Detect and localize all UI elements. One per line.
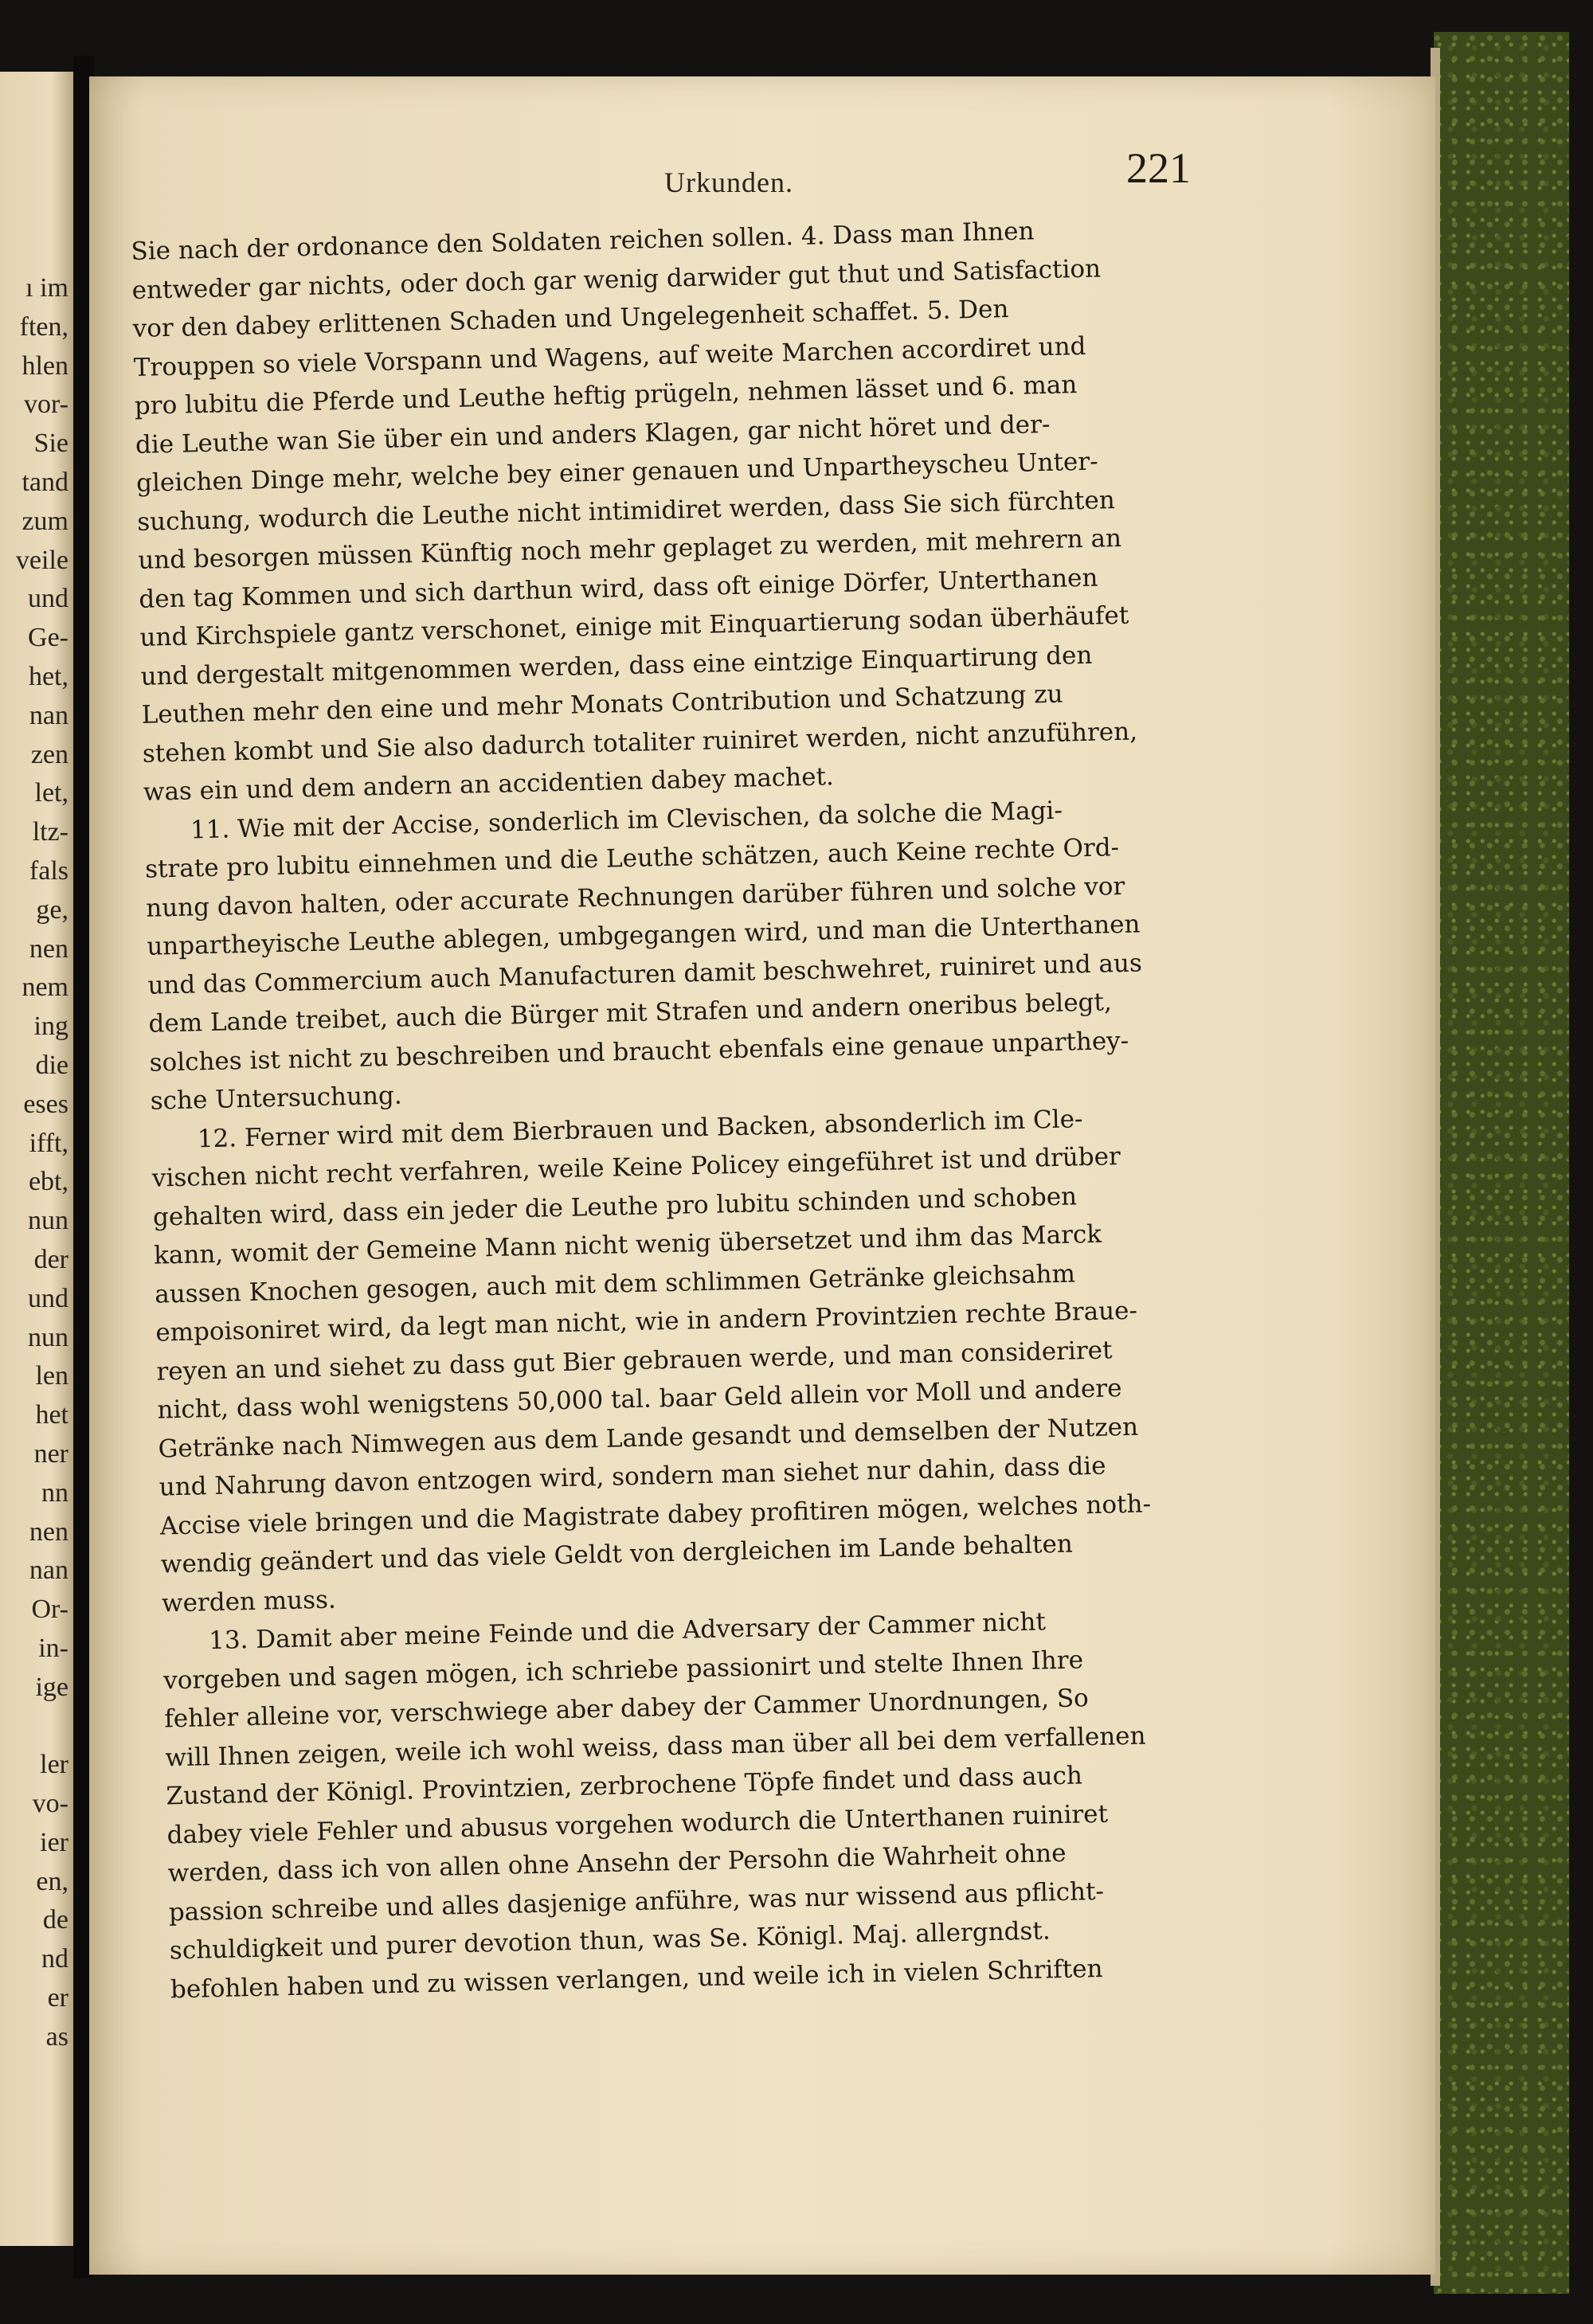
text-line: kann, womit der Gemeine Mann nicht wenig übersetzet und ihm das Marck bbox=[153, 1219, 1102, 1270]
text-line: Leuthen mehr den eine und mehr Monats Contribution und Schatzung zu bbox=[141, 679, 1063, 730]
previous-page-fragment: vor- bbox=[24, 389, 68, 420]
text-line: und dergestalt mitgenommen werden, dass eine eintzige Einquartirung den bbox=[140, 640, 1093, 691]
text-line: und Kirchspiele gantz verschonet, einige mit Einquartierung sodan überhäufet bbox=[139, 601, 1129, 652]
text-line: werden, dass ich von allen ohne Ansehn der Persohn die Wahrheit ohne bbox=[167, 1838, 1067, 1888]
previous-page-fragment: ige bbox=[35, 1672, 68, 1702]
previous-page-fragment: und bbox=[28, 584, 68, 614]
text-line: suchung, wodurch die Leuthe nicht intimidiret werden, dass Sie sich fürchten bbox=[136, 485, 1116, 537]
previous-page-fragment: nen bbox=[29, 1516, 68, 1547]
text-line: Accise viele bringen und die Magistrate dabey profitiren mögen, welches noth- bbox=[159, 1489, 1152, 1541]
previous-page-fragment: nn bbox=[41, 1477, 68, 1508]
text-line: reyen an und siehet zu dass gut Bier gebrauen werde, und man consideriret bbox=[156, 1335, 1113, 1387]
text-line: den tag Kommen und sich darthun wird, dass oft einige Dörfer, Unterthanen bbox=[139, 563, 1098, 614]
text-line: und Nahrung davon entzogen wird, sondern man siehet nur dahin, dass die bbox=[159, 1451, 1106, 1502]
previous-page-fragment: Ge- bbox=[28, 623, 68, 653]
text-line: sche Untersuchung. bbox=[150, 1081, 403, 1116]
previous-page-fragment: nan bbox=[29, 1555, 68, 1586]
previous-page-fragment: veile bbox=[15, 545, 68, 575]
previous-page-text-fragments bbox=[16, 269, 68, 2057]
previous-page-fragment: het bbox=[35, 1400, 68, 1430]
text-line: Zustand der Königl. Provintzien, zerbrochene Töpfe findet und dass auch bbox=[166, 1761, 1083, 1811]
previous-page-fragment: und bbox=[28, 1283, 68, 1313]
text-line: aussen Knochen gesogen, auch mit dem schlimmen Getränke gleichsahm bbox=[154, 1258, 1076, 1309]
text-line: vischen nicht recht verfahren, weile Keine Policey eingeführet ist und drüber bbox=[151, 1142, 1121, 1193]
text-line: werden muss. bbox=[161, 1585, 337, 1618]
text-line: stehen kombt und Sie also dadurch totaliter ruiniret werden, nicht anzuführen, bbox=[142, 716, 1138, 769]
previous-page-fragment: ebt, bbox=[28, 1167, 68, 1197]
text-line: Getränke nach Nimwegen aus dem Lande gesandt und demselben der Nutzen bbox=[158, 1412, 1139, 1464]
previous-page-fragment: fals bbox=[29, 855, 68, 886]
previous-page-fragment: ifft, bbox=[29, 1128, 68, 1158]
page-body-text bbox=[131, 207, 1309, 2009]
text-line: passion schreibe und alles dasjenige anführe, was nur wissend aus pflicht- bbox=[168, 1876, 1105, 1927]
previous-page-fragment: nd bbox=[41, 1944, 68, 1974]
book-cover bbox=[1434, 32, 1569, 2294]
text-line: was ein und dem andern an accidentien dabey machet. bbox=[143, 762, 835, 807]
previous-page-fragment: vo- bbox=[32, 1789, 68, 1819]
previous-page-fragment: ing bbox=[33, 1011, 68, 1042]
previous-page-fragment: ier bbox=[40, 1827, 68, 1857]
book-page bbox=[89, 76, 1435, 2275]
previous-page-fragment: de bbox=[42, 1905, 68, 1935]
previous-page-fragment bbox=[16, 1707, 68, 1746]
text-line: und das Commercium auch Manufacturen damit beschwehret, ruiniret und aus bbox=[147, 948, 1143, 1000]
previous-page-fragment: eses bbox=[23, 1089, 68, 1119]
running-header: Urkunden. bbox=[664, 166, 793, 198]
text-line: pro lubitu die Pferde und Leuthe heftig prügeln, nehmen lässet und 6. man bbox=[134, 370, 1078, 421]
text-line: 13. Damit aber meine Feinde und die Adversary der Cammer nicht bbox=[208, 1607, 1047, 1656]
text-line: gleichen Dinge mehr, welche bey einer genauen und Unpartheyscheu Unter- bbox=[135, 447, 1098, 498]
previous-page-fragment: Sie bbox=[33, 428, 68, 459]
text-line: solches ist nicht zu beschreiben und braucht ebenfals eine genaue unparthey- bbox=[149, 1026, 1129, 1078]
text-line: empoisoniret wird, da legt man nicht, wie in andern Provintzien rechte Braue- bbox=[155, 1296, 1138, 1348]
text-line: 12. Ferner wird mit dem Bierbrauen und Backen, absonderlich im Cle- bbox=[197, 1104, 1083, 1153]
previous-page-fragment: len bbox=[35, 1361, 68, 1391]
previous-page-fragment: let, bbox=[34, 778, 68, 808]
previous-page-fragment: ler bbox=[40, 1750, 68, 1780]
text-line: dabey viele Fehler und abusus vorgehen wodurch die Unterthanen ruiniret bbox=[166, 1799, 1109, 1849]
previous-page-fragment: der bbox=[33, 1244, 68, 1274]
previous-page-fragment: ner bbox=[33, 1438, 68, 1469]
previous-page-fragment: nun bbox=[28, 1206, 68, 1236]
previous-page-fragment: ge, bbox=[36, 894, 68, 925]
text-line: gehalten wird, dass ein jeder die Leuthe pro lubitu schinden und schoben bbox=[152, 1181, 1078, 1232]
previous-page-fragment: nem bbox=[22, 972, 68, 1003]
text-line: befohlen haben und zu wissen verlangen, und weile ich in vielen Schriften bbox=[170, 1954, 1103, 2004]
previous-page-fragment: die bbox=[35, 1050, 68, 1080]
text-line: schuldigkeit und purer devotion thun, was Se. Königl. Maj. allergndst. bbox=[169, 1916, 1051, 1966]
previous-page-fragment: ften, bbox=[19, 311, 68, 342]
previous-page-fragment: hlen bbox=[22, 350, 68, 381]
text-line: vorgeben und sagen mögen, ich schriebe passionirt und stelte Ihnen Ihre bbox=[162, 1645, 1084, 1696]
previous-page-fragment: zum bbox=[22, 506, 68, 536]
previous-page-fragment: tand bbox=[22, 467, 68, 497]
text-line: Trouppen so viele Vorspann und Wagens, auf weite Marchen accordiret und bbox=[133, 331, 1086, 382]
previous-page-fragment: ltz- bbox=[32, 817, 68, 847]
previous-page-fragment: nun bbox=[28, 1322, 68, 1352]
page-number: 221 bbox=[1126, 144, 1191, 192]
text-line: Sie nach der ordonance den Soldaten reichen sollen. 4. Dass man Ihnen bbox=[131, 217, 1035, 266]
previous-page-edge bbox=[0, 72, 73, 2246]
previous-page-fragment: zen bbox=[30, 739, 68, 769]
text-line: 11. Wie mit der Accise, sonderlich im Clevischen, da solche die Magi- bbox=[190, 796, 1063, 844]
previous-page-fragment: er bbox=[47, 1983, 68, 2013]
text-line: die Leuthe wan Sie über ein und anders Klagen, gar nicht höret und der- bbox=[135, 409, 1051, 460]
text-line: nicht, dass wohl wenigstens 50,000 tal. baar Geld allein vor Moll und andere bbox=[157, 1374, 1122, 1425]
text-line: will Ihnen zeigen, weile ich wohl weiss, dass man über all bei dem verfallenen bbox=[165, 1721, 1146, 1773]
previous-page-fragment: nan bbox=[29, 700, 68, 730]
text-line: und besorgen müssen Künftig noch mehr geplaget zu werden, mit mehrern an bbox=[137, 523, 1122, 575]
previous-page-fragment: nen bbox=[29, 933, 68, 964]
previous-page-fragment: as bbox=[45, 2021, 68, 2052]
text-line: wendig geändert und das viele Geldt von dergleichen im Lande behalten bbox=[160, 1529, 1074, 1579]
text-line: entweder gar nichts, oder doch gar wenig darwider gut thut und Satisfaction bbox=[131, 253, 1102, 305]
previous-page-fragment: Or- bbox=[31, 1594, 68, 1625]
text-line: strate pro lubitu einnehmen und die Leuthe schätzen, auch Keine rechte Ord- bbox=[144, 833, 1120, 884]
text-line: fehler alleine vor, verschwiege aber dabey der Cammer Unordnungen, So bbox=[163, 1684, 1090, 1734]
previous-page-fragment: en, bbox=[36, 1866, 68, 1896]
text-line: dem Lande treibet, auch die Bürger mit Strafen und andern oneribus belegt, bbox=[148, 988, 1113, 1039]
text-line: nung davon halten, oder accurate Rechnungen darüber führen und solche vor bbox=[145, 871, 1125, 923]
text-line: vor den dabey erlittenen Schaden und Ungelegenheit schaffet. 5. Den bbox=[132, 295, 1009, 343]
previous-page-fragment: het, bbox=[28, 661, 68, 691]
previous-page-fragment: ı im bbox=[25, 273, 68, 303]
text-line: unpartheyische Leuthe ablegen, umbgegangen wird, und man die Unterthanen bbox=[146, 910, 1141, 961]
previous-page-fragment: in- bbox=[38, 1633, 68, 1663]
